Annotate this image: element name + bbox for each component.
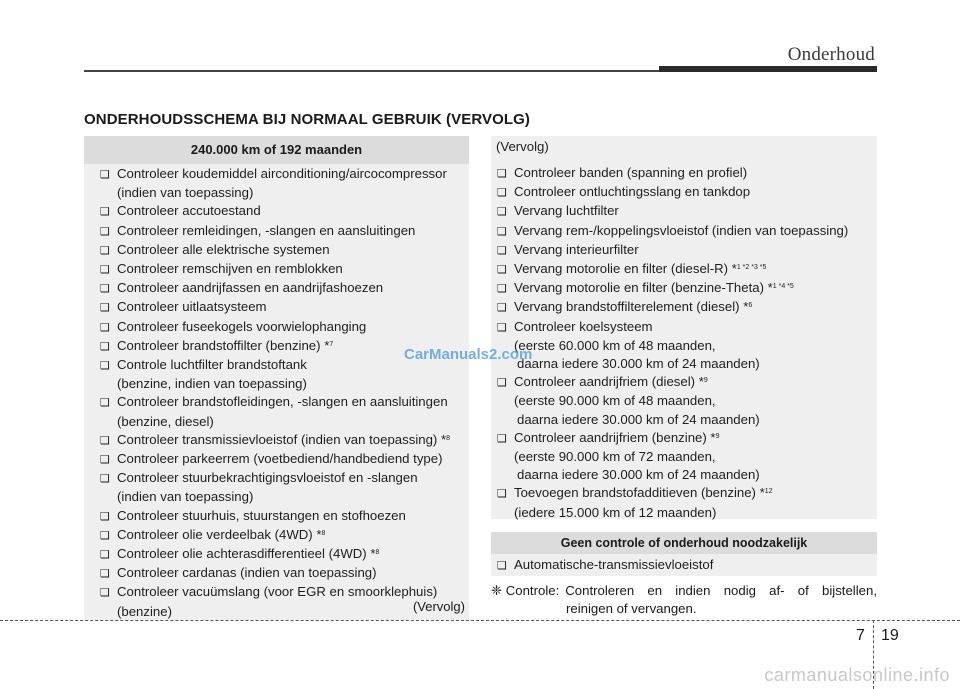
list-item: ❑ Controleer remleidingen, -slangen en aansluitingen xyxy=(100,222,469,241)
list-item: ❑ Controleer aandrijfriem (benzine) *$^9$ xyxy=(497,429,877,448)
no-check-panel xyxy=(491,532,877,576)
list-item: ❑ Controleer aandrijfriem (diesel) *$^9$ xyxy=(497,373,877,392)
list-item: ❑ Controleer olie verdeelbak (4WD) *$^8$ xyxy=(100,526,469,545)
footnote-ref: 8 xyxy=(446,434,451,442)
header-rule-thick xyxy=(659,66,877,72)
footnote-ref: 6 xyxy=(748,302,753,310)
checkbox-icon: ❑ xyxy=(100,244,110,257)
footnote-ref: 9 xyxy=(715,432,720,440)
list-item: ❑ Controleer accutoestand xyxy=(100,202,469,221)
page-number: 19 xyxy=(881,627,899,644)
note-label: Controle: xyxy=(505,583,560,598)
checkbox-icon: ❑ xyxy=(497,302,507,315)
list-item: ❑ Vervang brandstoffilterelement (diesel) *$^6$ xyxy=(497,298,877,317)
list-item: ❑ Vervang motorolie en filter (benzine-Theta) *$^{1 *4 *5}$ xyxy=(497,279,877,298)
checkbox-icon: ❑ xyxy=(497,187,507,200)
list-item: ❑ Vervang rem-/koppelingsvloeistof (indien van toepassing) xyxy=(497,222,877,241)
list-item: ❑ Controleer aandrijfassen en aandrijfashoezen xyxy=(100,279,469,298)
checkbox-icon: ❑ xyxy=(100,568,110,581)
checkbox-icon: ❑ xyxy=(497,377,507,390)
list-item: ❑ Controle luchtfilter brandstoftank xyxy=(100,356,469,375)
list-item: ❑ Controleer brandstoffilter (benzine) *$^7$ xyxy=(100,337,469,356)
checkbox-icon: ❑ xyxy=(497,225,507,238)
checkbox-icon: ❑ xyxy=(497,206,507,219)
checkbox-icon: ❑ xyxy=(497,321,507,334)
list-item: ❑ Controleer stuurbekrachtigingsvloeistof en -slangen xyxy=(100,469,469,488)
checkbox-icon: ❑ xyxy=(497,264,507,277)
footnote-ref: 9 xyxy=(703,377,708,385)
checkbox-icon: ❑ xyxy=(100,264,110,277)
list-item: ❑ Vervang luchtfilter xyxy=(497,202,877,221)
list-item: ❑ Controleer alle elektrische systemen xyxy=(100,241,469,260)
checkbox-icon: ❑ xyxy=(100,454,110,467)
section-title: ONDERHOUDSSCHEMA BIJ NORMAAL GEBRUIK (VERVOLG) xyxy=(84,111,531,128)
checkbox-icon: ❑ xyxy=(497,432,507,445)
checkbox-icon: ❑ xyxy=(100,283,110,296)
list-item: ❑ Controleer brandstofleidingen, -slangen en aansluitingen xyxy=(100,393,469,412)
footnote-ref: 8 xyxy=(375,549,380,557)
list-item: ❑ Controleer parkeerrem (voetbediend/handbediend type) xyxy=(100,450,469,469)
checkbox-icon: ❑ xyxy=(497,244,507,257)
header-title: Onderhoud xyxy=(787,44,875,65)
no-check-heading: Geen controle of onderhoud noodzakelijk xyxy=(491,532,877,554)
list-item: ❑ Controleer transmissievloeistof (indien van toepassing) *$^8$ xyxy=(100,431,469,450)
list-item-continuation: (benzine, diesel) xyxy=(117,413,214,429)
list-item-continuation: daarna iedere 30.000 km of 24 maanden) xyxy=(517,411,760,427)
list-item-continuation: (eerste 60.000 km of 48 maanden, xyxy=(514,337,716,353)
list-item: ❑ Controleer remschijven en remblokken xyxy=(100,260,469,279)
legend-note xyxy=(491,582,877,618)
left-panel-list xyxy=(84,164,469,621)
list-item: ❑ Controleer stuurhuis, stuurstangen en stofhoezen xyxy=(100,507,469,526)
checkbox-icon: ❑ xyxy=(497,488,507,501)
list-item-continuation: (eerste 90.000 km of 72 maanden, xyxy=(514,449,716,465)
footer-rule xyxy=(0,620,960,621)
checkbox-icon: ❑ xyxy=(100,360,110,373)
checkbox-icon: ❑ xyxy=(100,321,110,334)
right-panel-list xyxy=(491,160,877,522)
checkbox-icon: ❑ xyxy=(100,549,110,562)
list-item: ❑ Controleer olie achterasdifferentieel (4WD) *$^8$ xyxy=(100,545,469,564)
checkbox-icon: ❑ xyxy=(100,529,110,542)
list-item-continuation: daarna iedere 30.000 km of 24 maanden) xyxy=(517,356,760,372)
checkbox-icon: ❑ xyxy=(100,510,110,523)
list-item-continuation: (eerste 90.000 km of 48 maanden, xyxy=(514,393,716,409)
continued-label: (Vervolg) xyxy=(412,599,465,614)
note-text-1: Controleren en indien nodig af- of bijstellen, xyxy=(565,583,877,598)
list-item-continuation: (indien van toepassing) xyxy=(117,185,254,201)
checkbox-icon: ❑ xyxy=(100,397,110,410)
footnote-ref: 8 xyxy=(321,529,326,537)
list-item-continuation: daarna iedere 30.000 km of 24 maanden) xyxy=(517,467,760,483)
footnote-ref: 1 *2 *3 *5 xyxy=(736,264,767,272)
list-item: ❑ Vervang interieurfilter xyxy=(497,241,877,260)
list-item: ❑ Controleer ontluchtingsslang en tankdop xyxy=(497,183,877,202)
checkbox-icon: ❑ xyxy=(497,283,507,296)
right-panel xyxy=(491,136,877,519)
list-item: ❑ Automatische-transmissievloeistof xyxy=(491,554,877,575)
list-item: ❑ Controleer koelsysteem xyxy=(497,318,877,337)
note-symbol-label xyxy=(491,582,559,600)
list-item: ❑ Controleer vacuümslang (voor EGR en smoorklephuis) xyxy=(100,583,469,602)
note-text-2: reinigen of vervangen. xyxy=(566,601,697,616)
chapter-number: 7 xyxy=(856,627,865,644)
checkbox-icon: ❑ xyxy=(100,587,110,600)
checkbox-icon: ❑ xyxy=(100,434,110,447)
list-item: ❑ Controleer koudemiddel airconditioning/aircocompressor xyxy=(100,165,469,184)
footnote-ref: 1 *4 *5 xyxy=(772,283,794,291)
checkbox-icon: ❑ xyxy=(100,206,110,219)
list-item: ❑ Vervang motorolie en filter (diesel-R) *$^{1 *2 *3 *5}$ xyxy=(497,260,877,279)
continued-label: (Vervolg) xyxy=(496,139,549,154)
checkbox-icon: ❑ xyxy=(100,225,110,238)
list-item-continuation: (iedere 15.000 km of 12 maanden) xyxy=(514,504,717,520)
list-item-continuation: (benzine, indien van toepassing) xyxy=(117,376,307,392)
list-item: ❑ Controleer uitlaatsysteem xyxy=(100,298,469,317)
list-item-continuation: (benzine) xyxy=(117,603,172,619)
left-panel xyxy=(84,136,469,620)
footnote-ref: 7 xyxy=(329,340,334,348)
checkbox-icon: ❑ xyxy=(100,302,110,315)
checkbox-icon: ❑ xyxy=(100,473,110,486)
watermark: CarManuals2.com xyxy=(404,346,533,363)
header-rule-thin xyxy=(84,70,659,72)
list-item: ❑ Toevoegen brandstofadditieven (benzine) *$^{12}$ xyxy=(497,484,877,503)
left-panel-heading: 240.000 km of 192 maanden xyxy=(84,136,469,164)
checkbox-icon: ❑ xyxy=(497,168,507,180)
list-item: ❑ Controleer fuseekogels voorwielophanging xyxy=(100,318,469,337)
note-icon: ❈ xyxy=(491,583,503,598)
bottom-watermark: carmanualsonline.info xyxy=(764,665,950,685)
checkbox-icon: ❑ xyxy=(100,169,110,181)
checkbox-icon: ❑ xyxy=(100,340,110,353)
checkbox-icon: ❑ xyxy=(497,560,507,572)
list-item: ❑ Controleer cardanas (indien van toepassing) xyxy=(100,564,469,583)
footnote-ref: 12 xyxy=(764,488,773,496)
list-item-continuation: (indien van toepassing) xyxy=(117,489,254,505)
list-item: ❑ Controleer banden (spanning en profiel) xyxy=(497,164,877,183)
